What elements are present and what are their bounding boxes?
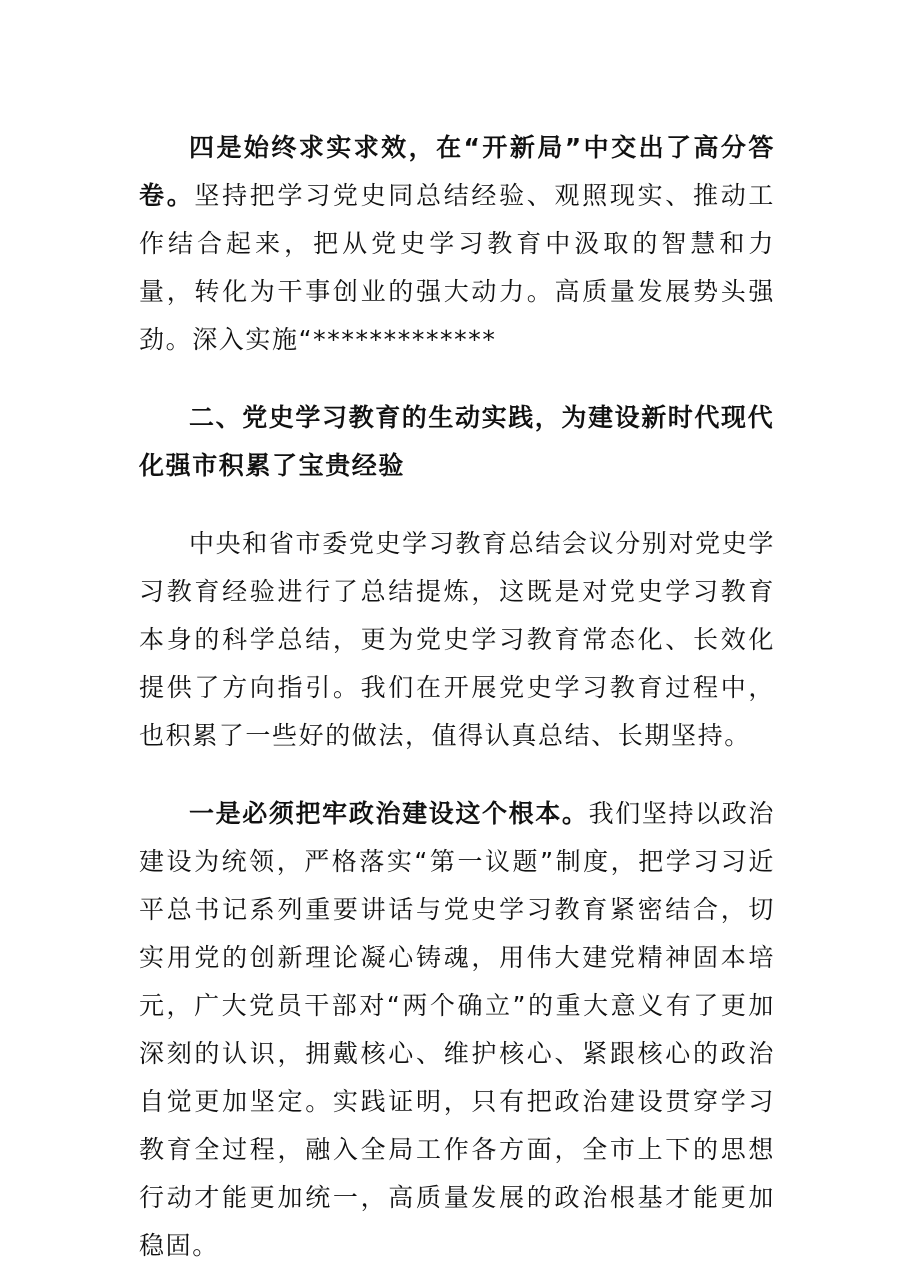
document-body: [139, 124, 775, 1270]
paragraph-lead: 四是始终求实求效，在“开新局”中交出了高分答卷。: [139, 133, 775, 210]
section-heading: 二、党史学习教育的生动实践，为建设新时代现代化强市积累了宝贵经验: [139, 403, 775, 480]
paragraph-summary: 中央和省市委党史学习教育总结会议分别对党史学习教育经验进行了总结提炼，这既是对党史学习教育本身的科学总结，更为党史学习教育常态化、长效化提供了方向指引。我们在开展党史学习教育过程中，也积累了一些好的做法，值得认真总结、长期坚持。: [139, 529, 775, 750]
paragraph-point-one: [139, 790, 775, 1270]
paragraph-point-four: [139, 124, 775, 364]
paragraph-lead: 一是必须把牢政治建设这个根本。: [189, 799, 589, 828]
paragraph-text: 我们坚持以政治建设为统领，严格落实“第一议题”制度，把学习习近平总书记系列重要讲话与党史学习教育紧密结合，切实用党的创新理论凝心铸魂，用伟大建党精神固本培元，广大党员干部对“两个确立”的重大意义有了更加深刻的认识，拥戴核心、维护核心、紧跟核心的政治自觉更加坚定。实践证明，只有把政治建设贯穿学习教育全过程，融入全局工作各方面，全市上下的思想行动才能更加统一，高质量发展的政治根基才能更加稳固。: [139, 799, 775, 1260]
paragraph-text: 坚持把学习党史同总结经验、观照现实、推动工作结合起来，把从党史学习教育中汲取的智慧和力量，转化为干事创业的强大动力。高质量发展势头强劲。深入实施“*************: [139, 181, 775, 354]
